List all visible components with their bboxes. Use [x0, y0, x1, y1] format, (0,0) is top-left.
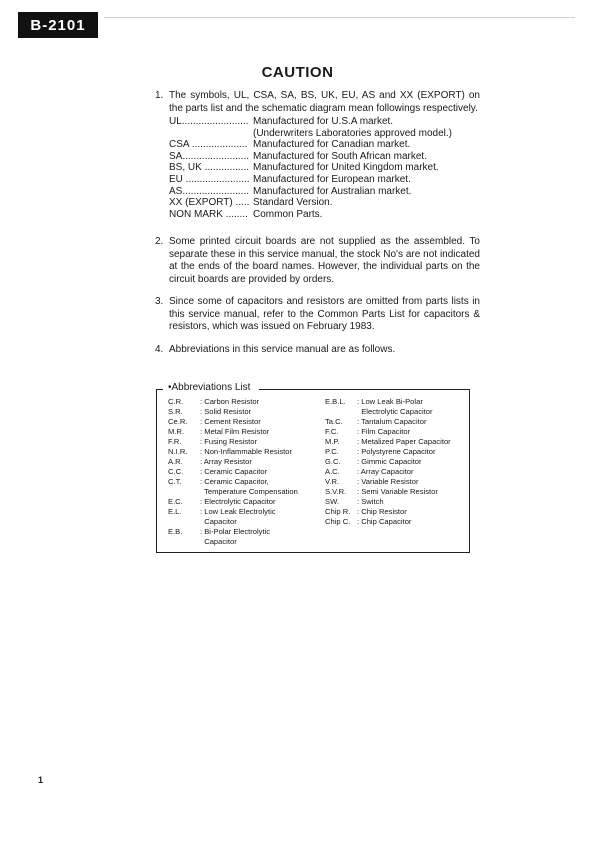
abbreviation-code: [325, 407, 357, 417]
abbreviation-meaning: : Low Leak Bi-Polar: [357, 397, 423, 406]
market-code-row: [169, 174, 480, 186]
market-code: CSA ....................: [169, 139, 248, 151]
abbreviation-row: [325, 397, 465, 407]
item-number: 2.: [155, 236, 164, 247]
market-code-row: [169, 209, 480, 221]
abbreviation-row: [168, 537, 318, 547]
abbreviation-meaning: : Ceramic Capacitor: [200, 467, 268, 476]
abbreviation-row: [168, 417, 318, 427]
market-code: [169, 128, 253, 140]
abbreviation-meaning: : Array Capacitor: [357, 467, 414, 476]
abbreviation-row: [325, 467, 465, 477]
abbreviation-code: [168, 517, 200, 527]
abbreviation-code: F.C.: [325, 427, 339, 436]
abbreviation-row: [168, 457, 318, 467]
item-number: 4.: [155, 344, 164, 355]
abbreviation-row: [168, 427, 318, 437]
abbreviation-meaning: : Semi Variable Resistor: [357, 487, 438, 496]
abbreviation-code: E.B.: [168, 527, 183, 536]
abbreviation-row: [168, 407, 318, 417]
abbreviation-row: [168, 487, 318, 497]
market-description: Manufactured for United Kingdom market.: [253, 162, 439, 174]
abbreviation-code: Ce.R.: [168, 417, 188, 426]
market-description: Manufactured for U.S.A market.: [253, 116, 394, 127]
abbreviation-code: [168, 537, 200, 547]
abbreviations-list: [156, 382, 470, 553]
abbreviation-meaning: : Tantalum Capacitor: [357, 417, 427, 426]
abbreviation-row: [168, 507, 318, 517]
abbreviation-row: [325, 437, 465, 447]
market-description: Standard Version.: [253, 197, 333, 209]
abbreviation-code: E.L.: [168, 507, 182, 516]
abbreviation-row: [168, 447, 318, 457]
abbreviation-meaning: : Non-Inflammable Resistor: [200, 447, 293, 456]
abbreviation-code: E.B.L.: [325, 397, 346, 406]
abbreviation-meaning: : Film Capacitor: [357, 427, 411, 436]
abbreviation-code: N.I.R.: [168, 447, 188, 456]
abbreviation-meaning: : Low Leak Electrolytic: [200, 507, 276, 516]
abbreviation-code: V.R.: [325, 477, 340, 486]
abbreviation-row: [325, 497, 465, 507]
market-code-row: [169, 197, 480, 209]
abbreviation-code: G.C.: [325, 457, 341, 466]
market-code-row: [169, 162, 480, 174]
abbreviation-meaning: Capacitor: [200, 517, 237, 526]
abbreviation-row: [325, 417, 465, 427]
abbreviation-row: [168, 467, 318, 477]
abbreviation-meaning: : Carbon Resistor: [200, 397, 260, 406]
market-code-row: [169, 151, 480, 163]
market-description: Common Parts.: [253, 208, 323, 220]
abbreviation-code: Chip R.: [325, 507, 351, 516]
market-description: Manufactured for Australian market.: [253, 185, 412, 197]
abbreviation-code: C.R.: [168, 397, 184, 406]
abbreviation-code: M.P.: [325, 437, 340, 446]
abbreviation-row: [325, 487, 465, 497]
abbreviation-code: Ta.C.: [325, 417, 343, 426]
abbreviation-code: E.C.: [168, 497, 183, 506]
market-code-row: [169, 116, 480, 128]
market-code: BS, UK ................: [169, 162, 250, 174]
market-code-row: [169, 186, 480, 198]
abbreviation-meaning: Temperature Compensation: [200, 487, 298, 496]
abbreviation-meaning: : Chip Resistor: [357, 507, 407, 516]
abbreviation-meaning: : Electrolytic Capacitor: [200, 497, 276, 506]
item-number: 3.: [155, 296, 164, 307]
market-description: Manufactured for South African market.: [253, 150, 427, 162]
page-title: CAUTION: [261, 64, 334, 81]
abbreviation-meaning: Capacitor: [200, 537, 237, 546]
abbreviation-code: Chip C.: [325, 517, 351, 526]
abbreviation-code: C.C.: [168, 467, 184, 476]
abbreviation-code: F.R.: [168, 437, 182, 446]
item-text: Abbreviations in this service manual are as follows.: [169, 344, 396, 355]
caution-item-2: [155, 236, 480, 286]
abbreviation-row: [168, 497, 318, 507]
abbreviation-meaning: : Chip Capacitor: [357, 517, 412, 526]
abbreviation-meaning: : Metal Film Resistor: [200, 427, 270, 436]
abbreviation-code: A.R.: [168, 457, 183, 466]
abbreviation-meaning: : Solid Resistor: [200, 407, 252, 416]
abbreviations-right-column: [325, 397, 465, 527]
abbreviation-meaning: : Array Resistor: [200, 457, 252, 466]
abbreviation-row: [325, 457, 465, 467]
abbreviation-row: [325, 477, 465, 487]
abbreviation-code: C.T.: [168, 477, 182, 486]
item-text: Some printed circuit boards are not supplied as the assembled. To separate these in this service manual, the stock No's are not indicated at the ends of the board names. However, the individual parts on the circuit boards are provided by orders.: [169, 236, 480, 285]
abbreviation-meaning: : Gimmic Capacitor: [357, 457, 422, 466]
abbreviation-code: S.V.R.: [325, 487, 347, 496]
abbreviation-row: [325, 447, 465, 457]
abbreviations-left-column: [168, 397, 318, 547]
caution-item-4: [155, 344, 480, 357]
abbreviation-code: M.R.: [168, 427, 185, 436]
abbreviation-code: SW.: [325, 497, 339, 506]
item-text: The symbols, UL, CSA, SA, BS, UK, EU, AS and XX (EXPORT) on the parts list and the schematic diagram mean followings respectively.: [169, 90, 480, 114]
abbreviation-code: P.C.: [325, 447, 339, 456]
abbreviation-row: [168, 397, 318, 407]
market-code: EU .......................: [169, 173, 250, 185]
abbreviation-code: A.C.: [325, 467, 340, 476]
market-description: Manufactured for European market.: [253, 173, 411, 185]
market-code: SA........................: [169, 150, 250, 162]
market-code-row: [169, 128, 480, 140]
market-code: XX (EXPORT) .....: [169, 197, 250, 209]
market-code-row: [169, 139, 480, 151]
abbreviation-meaning: : Variable Resistor: [357, 477, 419, 486]
market-code: NON MARK ........: [169, 208, 248, 220]
item-number: 1.: [155, 90, 164, 101]
market-code-list: [169, 116, 480, 220]
abbreviation-row: [168, 437, 318, 447]
abbreviation-row: [168, 527, 318, 537]
abbreviation-meaning: : Bi-Polar Electrolytic: [200, 527, 271, 536]
abbreviation-row: [168, 517, 318, 527]
model-badge: B-2101: [18, 12, 98, 38]
abbreviation-row: [325, 427, 465, 437]
abbreviation-row: [325, 517, 465, 527]
abbreviation-meaning: : Ceramic Capacitor,: [200, 477, 269, 486]
market-description: Manufactured for Canadian market.: [253, 139, 411, 151]
abbreviation-meaning: : Metalized Paper Capacitor: [357, 437, 451, 446]
abbreviation-row: [168, 477, 318, 487]
market-code: AS........................: [169, 185, 250, 197]
abbreviation-meaning: : Polystyrene Capacitor: [357, 447, 436, 456]
abbreviation-meaning: Electrolytic Capacitor: [357, 407, 433, 416]
abbreviation-row: [325, 507, 465, 517]
caution-item-3: [155, 296, 480, 334]
page-number: 1: [38, 775, 44, 785]
caution-item-1: [155, 90, 480, 220]
abbreviation-meaning: : Switch: [357, 497, 384, 506]
abbreviations-title: •Abbreviations List: [168, 382, 251, 393]
abbreviation-row: [325, 407, 465, 417]
abbreviation-meaning: : Cement Resistor: [200, 417, 261, 426]
abbreviation-code: S.R.: [168, 407, 183, 416]
header-rule: [104, 17, 575, 18]
market-description: (Underwriters Laboratories approved model.): [253, 127, 452, 139]
market-code: UL........................: [169, 116, 249, 127]
abbreviation-code: [168, 487, 200, 497]
abbreviation-meaning: : Fusing Resistor: [200, 437, 257, 446]
item-text: Since some of capacitors and resistors are omitted from parts lists in this service manual, refer to the Common Parts List for capacitors & resistors, which was issued on February 1983.: [169, 296, 480, 332]
